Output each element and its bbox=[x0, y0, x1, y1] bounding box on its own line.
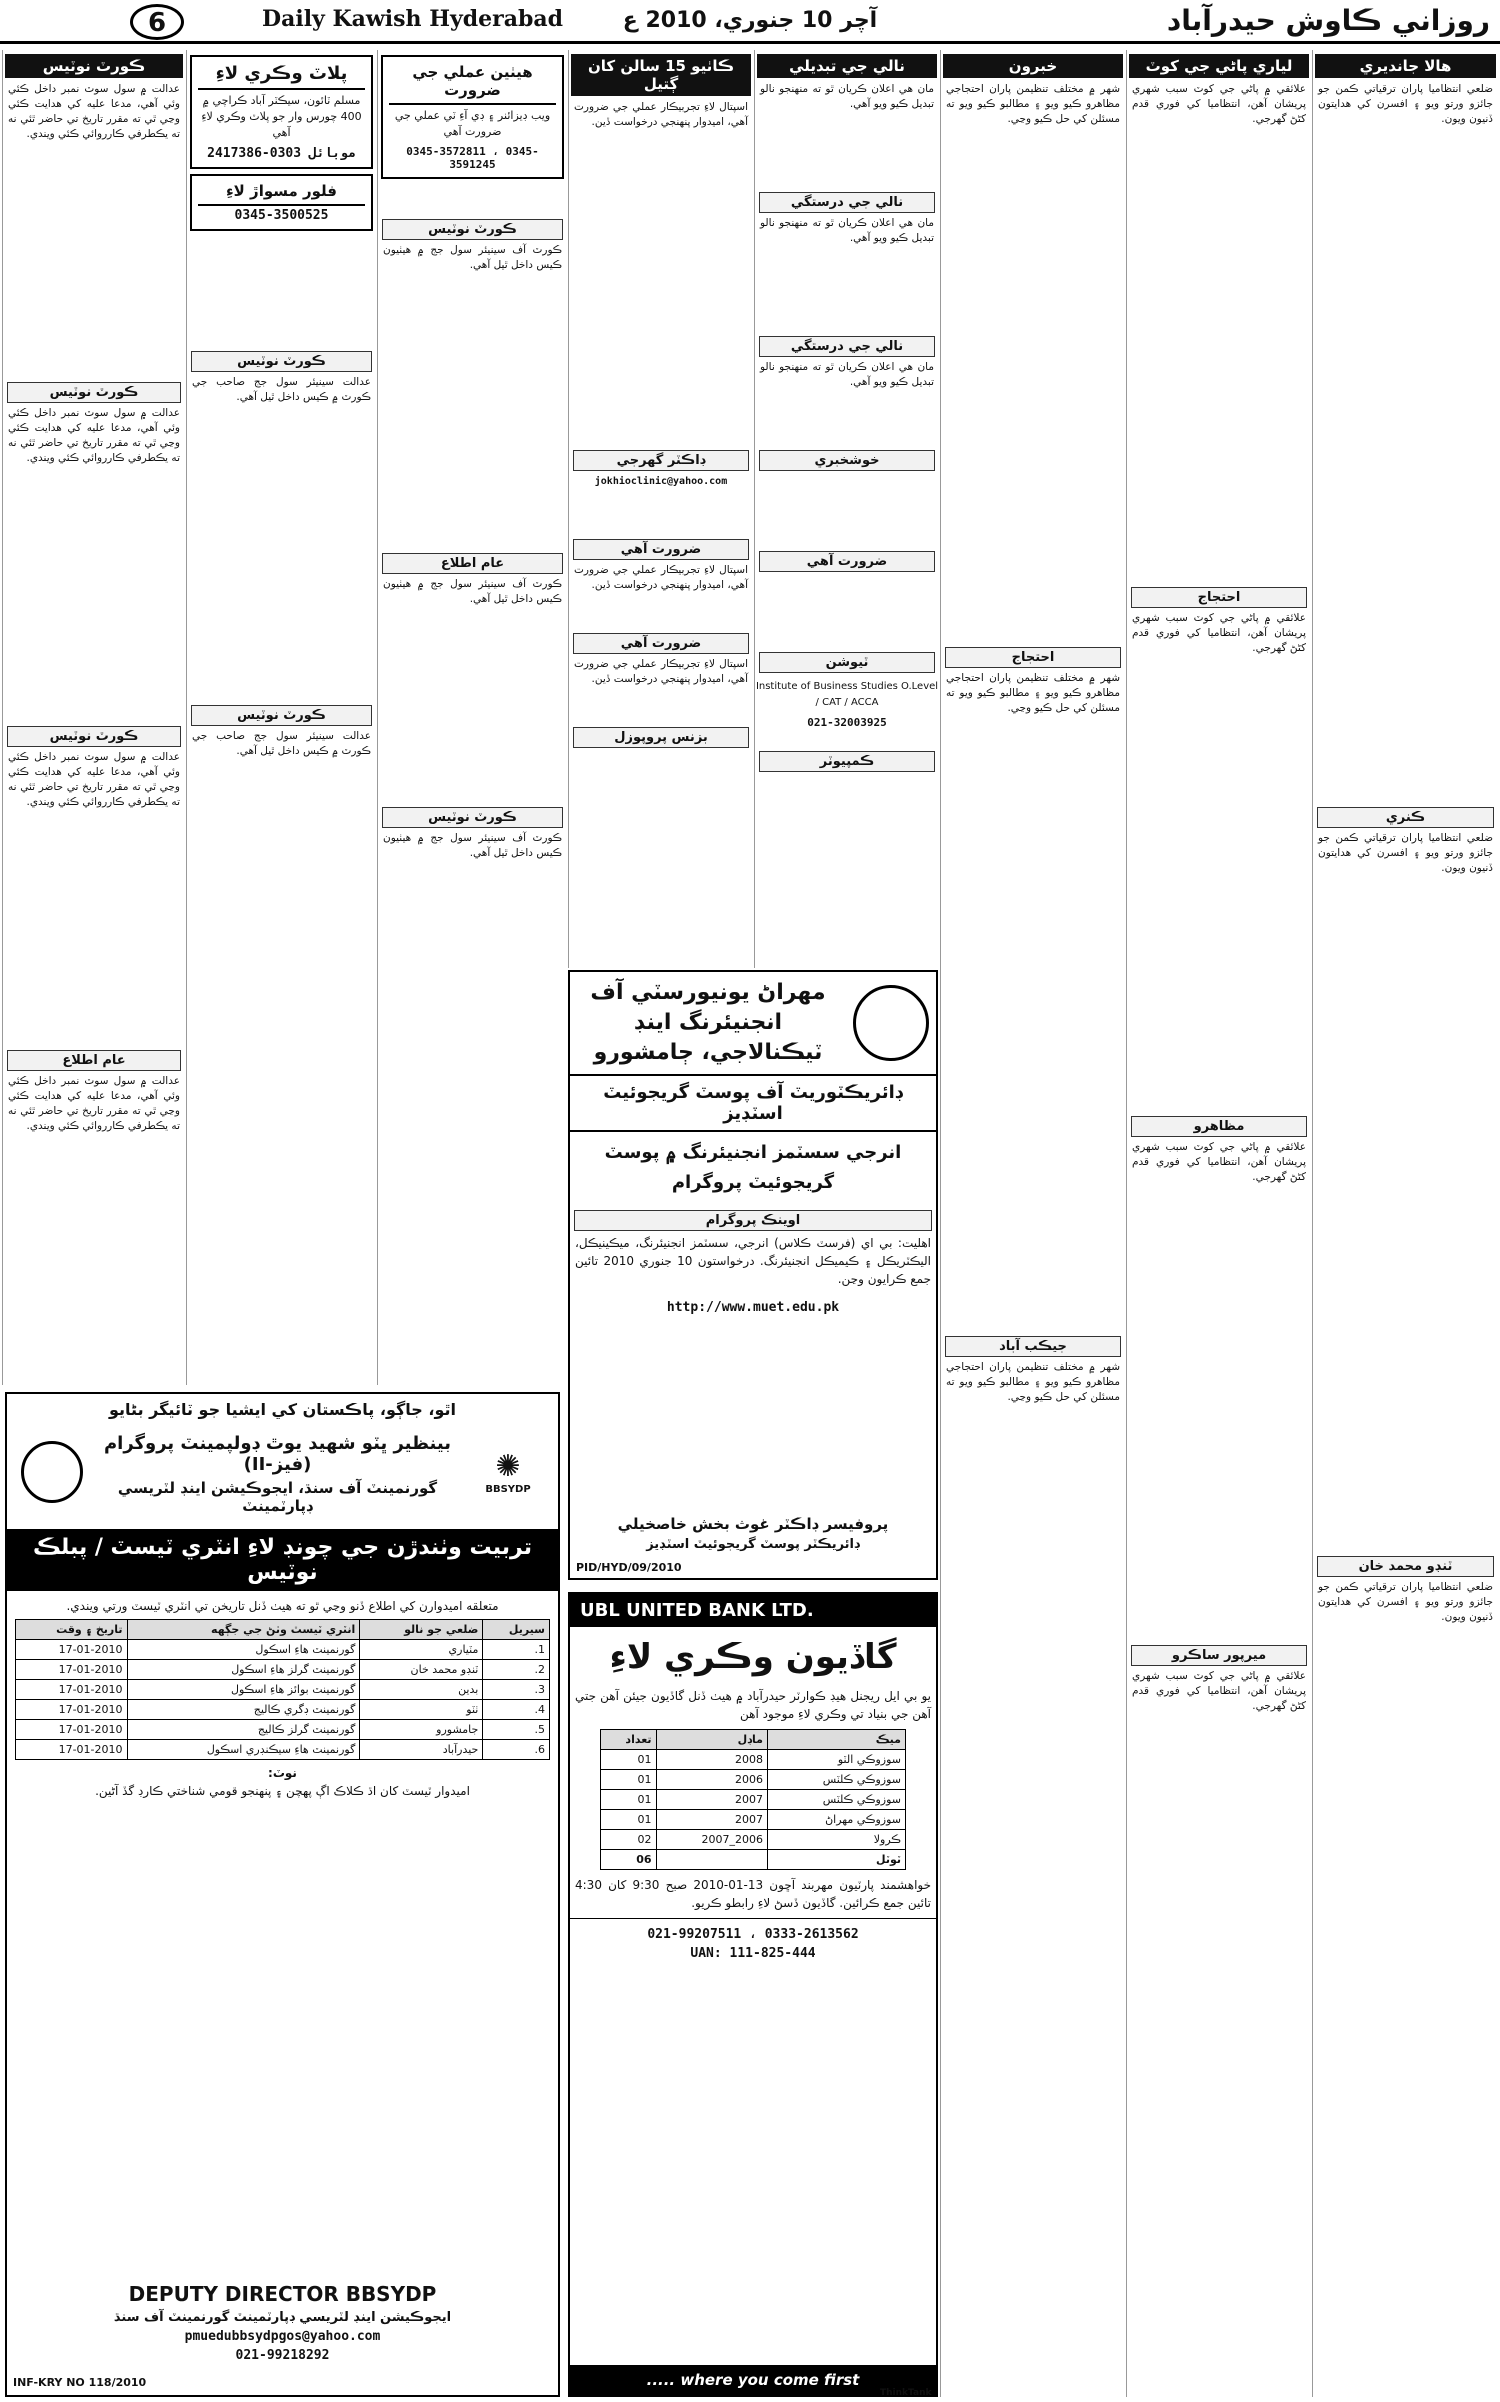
table-cell: ٺٽو bbox=[360, 1700, 483, 1720]
table-cell: سوزوڪي ڪلٽس bbox=[768, 1770, 906, 1790]
logo-label: BBSYDP bbox=[485, 1484, 531, 1495]
table-cell: 2007 bbox=[656, 1810, 767, 1830]
column-classifieds-3 bbox=[377, 50, 567, 1385]
section-subhead: نالي جي درستگي bbox=[759, 336, 935, 357]
table-cell: 01 bbox=[601, 1750, 657, 1770]
table-cell: 2007 bbox=[656, 1790, 767, 1810]
section-subhead: عام اطلاع bbox=[7, 1050, 181, 1071]
bbsydp-titles bbox=[87, 1427, 468, 1517]
ad-phone: 0345-3572811 ، 0345-3591245 bbox=[406, 145, 539, 171]
total-value: 06 bbox=[601, 1850, 657, 1870]
section-head: خبرون bbox=[943, 54, 1123, 78]
total-label: ٽوٽل bbox=[768, 1850, 906, 1870]
section-subhead: ضرورت آهي bbox=[759, 551, 935, 572]
section-text: ضلعي انتظاميا پاران ترقياتي ڪمن جو جائزو ورتو ويو ۽ افسرن کي هدايتون ڏنيون ويون. bbox=[1318, 83, 1493, 125]
section-subhead: ڪورٽ نوٽيس bbox=[7, 726, 181, 747]
bank-name: UBL UNITED BANK LTD. bbox=[570, 1594, 936, 1627]
section-text: عدالت سينيئر سول جج صاحب جي ڪورٽ ۾ ڪيس داخل ٿيل آهي. bbox=[192, 376, 371, 403]
bbsydp-signature-block bbox=[7, 2280, 558, 2365]
section-subhead: نالي جي درستگي bbox=[759, 192, 935, 213]
uan-number: UAN: 111-825-444 bbox=[690, 1946, 816, 1961]
bbsydp-public-notice bbox=[5, 1392, 560, 2397]
section-subhead: ڪورٽ نوٽيس bbox=[382, 219, 563, 240]
clinic-email: jokhioclinic@yahoo.com bbox=[594, 476, 728, 487]
table-cell: 17-01-2010 bbox=[16, 1640, 128, 1660]
section-subhead: جيڪب آباد bbox=[945, 1336, 1121, 1357]
table-row bbox=[601, 1790, 906, 1810]
contact-phone: 021-99218292 bbox=[235, 2348, 330, 2363]
table-cell: ڪرولا bbox=[768, 1830, 906, 1850]
ubl-vehicles-sale-ad bbox=[568, 1592, 938, 2397]
table-cell: 17-01-2010 bbox=[16, 1700, 128, 1720]
department-name: گورنمينٽ آف سنڌ، ايجوڪيشن اينڊ لٽريسي ڊپارٽمينٽ bbox=[117, 1479, 438, 1515]
table-cell: 2008 bbox=[656, 1750, 767, 1770]
table-header-cell: تعداد bbox=[601, 1730, 657, 1750]
page-number: 6 bbox=[130, 4, 184, 40]
section-subhead: خوشخبري bbox=[759, 450, 935, 471]
table-header-row bbox=[16, 1620, 550, 1640]
section-subhead: ڪنري bbox=[1317, 807, 1494, 828]
mehran-header bbox=[570, 972, 936, 1074]
table-cell: 01 bbox=[601, 1790, 657, 1810]
contact-email: pmuedubbsydpgos@yahoo.com bbox=[184, 2329, 381, 2344]
table-header-cell: تاريخ ۽ وقت bbox=[16, 1620, 128, 1640]
section-text: اسپتال لاءِ تجربيڪار عملي جي ضرورت آهي، اميدوار پنهنجي درخواست ڏين. bbox=[574, 564, 748, 591]
table-row bbox=[16, 1700, 550, 1720]
ad-title: هيٺين عملي جي ضرورت bbox=[389, 61, 556, 105]
table-cell: 5. bbox=[483, 1720, 550, 1740]
table-cell: 01 bbox=[601, 1810, 657, 1830]
signature-en: DEPUTY DIRECTOR BBSYDP bbox=[128, 2282, 437, 2306]
table-cell: جامشورو bbox=[360, 1720, 483, 1740]
section-subhead: احتجاج bbox=[1131, 587, 1307, 608]
table-row bbox=[601, 1830, 906, 1850]
bbsydp-header bbox=[7, 1421, 558, 1523]
table-header-cell: ميڪ bbox=[768, 1730, 906, 1750]
section-text: عدالت ۾ سول سوٽ نمبر داخل ڪئي وئي آهي، مدعا عليه کي هدايت ڪئي وڃي ٿي ته مقرر تاريخ تي حاضر ٿئي نه ته يڪطرفي ڪارروائي ڪئي ويندي. bbox=[8, 407, 180, 464]
notice-banner: تربيت وٺندڙن جي چونڊ لاءِ انٽري ٽيسٽ / پبلڪ نوٽيس bbox=[7, 1529, 558, 1591]
table-cell: سوزوڪي مهراڻ bbox=[768, 1810, 906, 1830]
table-cell: مٽياري bbox=[360, 1640, 483, 1660]
vehicles-table-wrap bbox=[570, 1723, 936, 1876]
table-row bbox=[16, 1640, 550, 1660]
table-body bbox=[601, 1750, 906, 1850]
section-text: ضلعي انتظاميا پاران ترقياتي ڪمن جو جائزو ورتو ويو ۽ افسرن کي هدايتون ڏنيون ويون. bbox=[1318, 1581, 1493, 1623]
column-news-6 bbox=[940, 50, 1125, 2397]
table-cell: 3. bbox=[483, 1680, 550, 1700]
paper-name-english: Daily Kawish Hyderabad bbox=[262, 6, 564, 32]
table-header-row bbox=[601, 1730, 906, 1750]
table-header-cell: ضلعي جو نالو bbox=[360, 1620, 483, 1640]
ad-reference: INF-KRY NO 118/2010 bbox=[13, 2376, 147, 2389]
table-body bbox=[16, 1640, 550, 1760]
table-cell: 17-01-2010 bbox=[16, 1680, 128, 1700]
table-cell: گورنمينٽ هاءِ اسڪول bbox=[127, 1640, 360, 1660]
ad-title: پلاٽ وڪري لاءِ bbox=[198, 61, 365, 90]
table-cell: 01 bbox=[601, 1770, 657, 1790]
column-classifieds-4 bbox=[568, 50, 753, 968]
section-subhead: ڪمپيوٽر bbox=[759, 751, 935, 772]
section-text: ڪورٽ آف سينيئر سول جج ۾ هيٺيون ڪيس داخل ٿيل آهي. bbox=[383, 578, 562, 605]
table-header-cell: سيريل bbox=[483, 1620, 550, 1640]
ad-phone: 0345-3500525 bbox=[234, 208, 329, 223]
section-subhead: ضرورت آهي bbox=[573, 633, 749, 654]
table-row bbox=[16, 1740, 550, 1760]
ad-details: خواهشمند پارٽيون مهربند آڇون 13-01-2010 صبح 9:30 کان 4:30 تائين جمع ڪرائين. گاڏيون ڏسڻ لاءِ رابطو ڪريو. bbox=[575, 1878, 932, 1910]
section-subhead: بزنس پروپوزل bbox=[573, 727, 749, 748]
govt-seal-icon bbox=[21, 1441, 83, 1503]
tuition-text: Institute of Business Studies O.Level / CAT / ACCA bbox=[755, 681, 939, 708]
section-text: مان هي اعلان ڪريان ٿو ته منهنجو نالو تبديل ڪيو ويو آهي. bbox=[760, 361, 934, 388]
bbsydp-slogan: اٿو، جاڳو، پاڪستان کي ايشيا جو ٽائيگر بڻايو bbox=[109, 1400, 456, 1419]
section-subhead: ڪورٽ نوٽيس bbox=[191, 351, 372, 372]
section-head: ڪاٺيو 15 سالن کان ڳتيل bbox=[571, 54, 751, 96]
section-subhead: ميرپور ساڪرو bbox=[1131, 1645, 1307, 1666]
section-text: علائقي ۾ پاڻي جي کوٽ سبب شهري پريشان آهن، انتظاميا کي فوري قدم کڻڻ گهرجي. bbox=[1132, 1141, 1306, 1183]
column-classifieds-5 bbox=[754, 50, 939, 968]
table-cell: 4. bbox=[483, 1700, 550, 1720]
section-text: مان هي اعلان ڪريان ٿو ته منهنجو نالو تبديل ڪيو ويو آهي. bbox=[760, 217, 934, 244]
table-row bbox=[601, 1770, 906, 1790]
table-header-cell: انٽري ٽيسٽ وٺڻ جي جڳهه bbox=[127, 1620, 360, 1640]
ad-title: فلور مسواڙ لاءِ bbox=[198, 180, 365, 206]
table-cell: ٽنڊو محمد خان bbox=[360, 1660, 483, 1680]
section-text: عدالت ۾ سول سوٽ نمبر داخل ڪئي وئي آهي، مدعا عليه کي هدايت ڪئي وڃي ٿي ته مقرر تاريخ تي حاضر ٿئي نه ته يڪطرفي ڪارروائي ڪئي ويندي. bbox=[8, 83, 180, 140]
section-subhead: ڊاڪٽر گهرجي bbox=[573, 450, 749, 471]
section-subhead: مظاهرو bbox=[1131, 1116, 1307, 1137]
section-text: ڪورٽ آف سينيئر سول جج ۾ هيٺيون ڪيس داخل ٿيل آهي. bbox=[383, 832, 562, 859]
ubl-tagline: ..... where you come first bbox=[570, 2365, 936, 2395]
table-cell: 1. bbox=[483, 1640, 550, 1660]
signature-ur: ايجوڪيشن اينڊ لٽريسي ڊپارٽمينٽ گورنمينٽ آف سنڌ bbox=[113, 2310, 452, 2325]
signature-title: ڊائريڪٽر پوسٽ گريجوئيٽ اسٽڊيز bbox=[646, 1537, 860, 1552]
university-website[interactable]: http://www.muet.edu.pk bbox=[666, 1300, 840, 1315]
section-text: عدالت ۾ سول سوٽ نمبر داخل ڪئي وئي آهي، مدعا عليه کي هدايت ڪئي وڃي ٿي ته مقرر تاريخ تي حاضر ٿئي نه ته يڪطرفي ڪارروائي ڪئي ويندي. bbox=[8, 751, 180, 808]
section-head: ڪورٽ نوٽيس bbox=[5, 54, 183, 78]
table-cell: 2006 bbox=[656, 1770, 767, 1790]
table-row bbox=[16, 1660, 550, 1680]
section-text: اسپتال لاءِ تجربيڪار عملي جي ضرورت آهي، اميدوار پنهنجي درخواست ڏين. bbox=[574, 658, 748, 685]
section-subhead: احتجاج bbox=[945, 647, 1121, 668]
section-head: لياري پاڻي جي کوٽ bbox=[1129, 54, 1309, 78]
table-cell: گورنمينٽ هاءِ سيڪنڊري اسڪول bbox=[127, 1740, 360, 1760]
ad-reference: PID/HYD/09/2010 bbox=[576, 1561, 682, 1574]
ad-title: گاڏيون وڪري لاءِ bbox=[609, 1637, 897, 1677]
table-cell: 6. bbox=[483, 1740, 550, 1760]
section-subhead: ضرورت آهي bbox=[573, 539, 749, 560]
section-text: ضلعي انتظاميا پاران ترقياتي ڪمن جو جائزو ورتو ويو ۽ افسرن کي هدايتون ڏنيون ويون. bbox=[1318, 832, 1493, 874]
table-cell: حيدرآباد bbox=[360, 1740, 483, 1760]
table-cell: 2. bbox=[483, 1660, 550, 1680]
table-cell: گورنمينٽ گرلز هاءِ اسڪول bbox=[127, 1660, 360, 1680]
table-row bbox=[601, 1810, 906, 1830]
section-head: نالي جي تبديلي bbox=[757, 54, 937, 78]
masthead bbox=[0, 0, 1500, 44]
section-text: علائقي ۾ پاڻي جي کوٽ سبب شهري پريشان آهن، انتظاميا کي فوري قدم کڻڻ گهرجي. bbox=[1132, 612, 1306, 654]
issue-date: آچر 10 جنوري، 2010 ع bbox=[622, 8, 878, 33]
note-title: نوٽ: bbox=[268, 1766, 297, 1780]
program-title: انرجي سسٽمز انجنيئرنگ ۾ پوسٽ گريجوئيٽ پروگرام bbox=[604, 1142, 902, 1193]
muet-seal-icon bbox=[853, 985, 929, 1061]
table-row bbox=[601, 1750, 906, 1770]
table-cell: 17-01-2010 bbox=[16, 1720, 128, 1740]
section-subhead: ٽنڊو محمد خان bbox=[1317, 1556, 1494, 1577]
ad-intro: يو بي ايل ريجنل هيڊ ڪوارٽر حيدرآباد ۾ هيٺ ڏنل گاڏيون جيئن آهن جتي آهن جي بنياد تي وڪري لاءِ موجود آهن bbox=[575, 1689, 931, 1721]
table-row bbox=[16, 1680, 550, 1700]
section-text: شهر ۾ مختلف تنظيمن پاران احتجاجي مظاهرو ڪيو ويو ۽ مطالبو ڪيو ويو ته مسئلن کي حل ڪيو وڃي. bbox=[946, 83, 1120, 125]
section-subhead: ٽيوشن bbox=[759, 652, 935, 673]
column-news-8 bbox=[1312, 50, 1498, 2397]
signature-name: پروفيسر ڊاڪٽر غوث بخش خاصخيلي bbox=[617, 1515, 889, 1533]
section-subhead: ڪورٽ نوٽيس bbox=[382, 807, 563, 828]
table-cell: 17-01-2010 bbox=[16, 1740, 128, 1760]
mehran-university-ad bbox=[568, 970, 938, 1580]
section-subhead: ڪورٽ نوٽيس bbox=[7, 382, 181, 403]
directorate-name: ڊائريڪٽوريٽ آف پوسٽ گريجوئيٽ اسٽڊيز bbox=[570, 1074, 936, 1132]
program-subhead: اوينڪ پروگرام bbox=[574, 1210, 932, 1231]
table-cell: سوزوڪي ڪلٽس bbox=[768, 1790, 906, 1810]
table-cell: بدين bbox=[360, 1680, 483, 1700]
table-cell: 17-01-2010 bbox=[16, 1660, 128, 1680]
staff-wanted-ad bbox=[381, 55, 564, 179]
table-cell: گورنمينٽ بوائز هاءِ اسڪول bbox=[127, 1680, 360, 1700]
section-head: هالا جانديري bbox=[1315, 54, 1496, 78]
table-cell: 02 bbox=[601, 1830, 657, 1850]
schedule-table bbox=[15, 1619, 550, 1760]
tuition-phone: 021-32003925 bbox=[807, 716, 887, 729]
table-header-cell: ماڊل bbox=[656, 1730, 767, 1750]
govt-logo bbox=[17, 1437, 87, 1507]
design-credit: ThinkTank bbox=[880, 2388, 932, 2398]
table-cell: 2006_2007 bbox=[656, 1830, 767, 1850]
table-row bbox=[16, 1720, 550, 1740]
section-subhead: عام اطلاع bbox=[382, 553, 563, 574]
section-text: عدالت سينيئر سول جج صاحب جي ڪورٽ ۾ ڪيس داخل ٿيل آهي. bbox=[192, 730, 371, 757]
ad-phone: موبائل 0303-2417386 bbox=[207, 146, 356, 161]
section-text: مان هي اعلان ڪريان ٿو ته منهنجو نالو تبديل ڪيو ويو آهي. bbox=[760, 83, 934, 110]
column-news-7 bbox=[1126, 50, 1311, 2397]
table-cell: سوزوڪي الٽو bbox=[768, 1750, 906, 1770]
section-text: ڪورٽ آف سينيئر سول جج ۾ هيٺيون ڪيس داخل ٿيل آهي. bbox=[383, 244, 562, 271]
notice-intro: متعلقه اميدوارن کي اطلاع ڏنو وڃي ٿو ته هيٺ ڏنل تاريخن تي انٽري ٽيسٽ ورتي ويندي. bbox=[66, 1599, 499, 1613]
ad-text: ويب ڊيزائنر ۽ ڊي آءِ ٽي عملي جي ضرورت آهي bbox=[394, 109, 551, 138]
note-text: اميدوار ٽيسٽ کان اڌ ڪلاڪ اڳ پهچن ۽ پنهنجو قومي شناختي ڪارڊ گڏ آڻين. bbox=[95, 1784, 470, 1798]
section-text: شهر ۾ مختلف تنظيمن پاران احتجاجي مظاهرو ڪيو ويو ۽ مطالبو ڪيو ويو ته مسئلن کي حل ڪيو وڃي. bbox=[946, 1361, 1120, 1403]
table-total-row bbox=[601, 1850, 906, 1870]
total-spacer bbox=[656, 1850, 767, 1870]
plot-sale-ad bbox=[190, 55, 373, 169]
admission-details: اهليت: بي اي (فرسٽ ڪلاس) انرجي، سسٽمز انجنيئرنگ، ميڪينيڪل، اليڪٽريڪل ۽ ڪيميڪل انجنيئرنگ. درخواستون 10 جنوري 2010 تائين جمع ڪرايون وڃن. bbox=[575, 1236, 932, 1286]
section-text: اسپتال لاءِ تجربيڪار عملي جي ضرورت آهي، اميدوار پنهنجي درخواست ڏين. bbox=[574, 101, 748, 128]
schedule-table-wrap bbox=[7, 1615, 558, 1764]
section-text: عدالت ۾ سول سوٽ نمبر داخل ڪئي وئي آهي، مدعا عليه کي هدايت ڪئي وڃي ٿي ته مقرر تاريخ تي حاضر ٿئي نه ته يڪطرفي ڪارروائي ڪئي ويندي. bbox=[8, 1075, 180, 1132]
paper-name-urdu: روزاني ڪاوش حيدرآباد bbox=[1166, 4, 1490, 37]
bbsydp-logo bbox=[468, 1449, 548, 1495]
contact-phones: 021-99207511 ، 0333-2613562 bbox=[647, 1927, 859, 1942]
ad-text: مسلم ٽائون، سيڪٽر آباد ڪراچي ۾ 400 چورس وار جو پلاٽ وڪري لاءِ آهي bbox=[201, 94, 362, 139]
vehicles-table bbox=[600, 1729, 906, 1870]
column-classifieds-1 bbox=[2, 50, 185, 1385]
mehran-signature-block bbox=[570, 1513, 936, 1554]
section-subhead: ڪورٽ نوٽيس bbox=[191, 705, 372, 726]
table-cell: گورنمينٽ گرلز ڪاليج bbox=[127, 1720, 360, 1740]
section-text: علائقي ۾ پاڻي جي کوٽ سبب شهري پريشان آهن، انتظاميا کي فوري قدم کڻڻ گهرجي. bbox=[1132, 83, 1306, 125]
university-logo bbox=[846, 981, 936, 1065]
column-classifieds-2 bbox=[186, 50, 376, 1385]
divider bbox=[570, 1918, 936, 1919]
table-cell: گورنمينٽ ڊگري ڪاليج bbox=[127, 1700, 360, 1720]
floor-rent-ad bbox=[190, 174, 373, 231]
section-text: علائقي ۾ پاڻي جي کوٽ سبب شهري پريشان آهن، انتظاميا کي فوري قدم کڻڻ گهرجي. bbox=[1132, 1670, 1306, 1712]
university-name: مهراڻ يونيورسٽي آف انجنيئرنگ اينڊ ٽيڪنالاجي، ڄامشورو bbox=[590, 980, 826, 1065]
program-name: بينظير ڀٽو شهيد يوٿ ڊولپمينٽ پروگرام (فيز-II) bbox=[103, 1433, 452, 1475]
wheat-logo-icon: ✺ bbox=[495, 1449, 521, 1484]
section-text: شهر ۾ مختلف تنظيمن پاران احتجاجي مظاهرو ڪيو ويو ۽ مطالبو ڪيو ويو ته مسئلن کي حل ڪيو وڃي. bbox=[946, 672, 1120, 714]
